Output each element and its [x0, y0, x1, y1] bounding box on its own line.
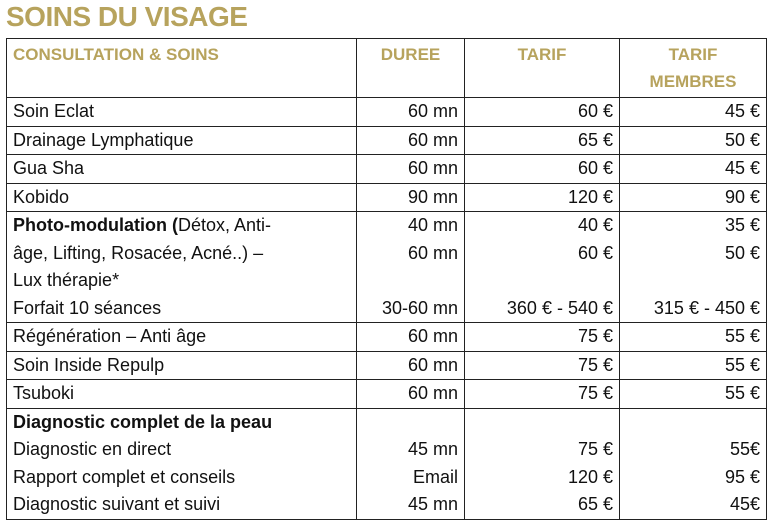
- member-price-value: 95 €: [724, 466, 760, 487]
- service-name-cell: [7, 183, 357, 212]
- price-cell: [465, 380, 620, 409]
- member-price-value: 55 €: [724, 383, 760, 403]
- price-cell: [465, 408, 620, 519]
- duration-value: 40 mn: [407, 215, 458, 235]
- duration-cell: [357, 323, 465, 352]
- service-name-detail: Détox, Anti-: [177, 215, 272, 235]
- service-name-cell: [7, 212, 357, 323]
- duration-value: [363, 409, 458, 437]
- table-row: [7, 323, 767, 352]
- duration-value: 60 mn: [407, 129, 458, 150]
- price-cell: [465, 183, 620, 212]
- member-price-cell: [620, 126, 767, 155]
- duration-cell: [357, 408, 465, 519]
- member-price-value: 55 €: [724, 326, 760, 346]
- price-value: 60 €: [577, 242, 613, 263]
- duration-value: 60 mn: [407, 326, 458, 346]
- service-name-value: Kobido: [13, 186, 70, 207]
- service-name-cell: [7, 98, 357, 127]
- header-duree: [357, 39, 465, 98]
- duration-value: 30-60 mn: [381, 297, 458, 318]
- service-name-cell: [7, 351, 357, 380]
- member-price-cell: [620, 212, 767, 323]
- service-name-bold: Photo-modulation (: [13, 215, 178, 235]
- service-name-value: Gua Sha: [13, 158, 85, 178]
- header-label: MEMBRES: [649, 72, 737, 91]
- service-name-value: Tsuboki: [13, 383, 75, 403]
- duration-cell: [357, 212, 465, 323]
- price-value: [471, 267, 613, 295]
- duration-value: Email: [412, 466, 458, 487]
- table-row: [7, 212, 767, 323]
- member-price-cell: [620, 380, 767, 409]
- service-name-cell: [7, 126, 357, 155]
- member-price-cell: [620, 323, 767, 352]
- price-value: 65 €: [577, 494, 613, 514]
- price-cell: [465, 212, 620, 323]
- duration-value: 45 mn: [407, 494, 458, 514]
- service-name-value: Forfait 10 séances: [13, 297, 162, 318]
- member-price-value: 50 €: [724, 129, 760, 150]
- member-price-value: 55 €: [724, 354, 760, 375]
- price-value: 75 €: [577, 439, 613, 459]
- service-name-cell: [7, 408, 357, 519]
- service-name-value: [13, 212, 350, 240]
- price-value: 60 €: [577, 101, 613, 121]
- price-cell: [465, 98, 620, 127]
- header-tarif: [465, 39, 620, 98]
- duration-cell: [357, 351, 465, 380]
- member-price-cell: [620, 155, 767, 184]
- member-price-value: 45 €: [724, 101, 760, 121]
- member-price-cell: [620, 351, 767, 380]
- member-price-value: 45 €: [724, 158, 760, 178]
- section-heading: Diagnostic complet de la peau: [13, 411, 273, 432]
- table-row: [7, 126, 767, 155]
- header-consultation: [7, 39, 357, 98]
- member-price-value: 55€: [729, 439, 760, 459]
- duration-cell: [357, 98, 465, 127]
- table-row: [7, 155, 767, 184]
- service-name-cell: [7, 323, 357, 352]
- service-name-value: Rapport complet et conseils: [13, 466, 236, 487]
- table-row: [7, 98, 767, 127]
- member-price-value: 45€: [729, 494, 760, 514]
- duration-value: 60 mn: [407, 383, 458, 403]
- service-name-cell: [7, 380, 357, 409]
- header-label: TARIF: [668, 45, 718, 64]
- table-body: [7, 98, 767, 520]
- header-row: [7, 39, 767, 98]
- duration-value: 60 mn: [407, 242, 458, 263]
- price-table: [6, 38, 767, 520]
- member-price-cell: [620, 183, 767, 212]
- duration-cell: [357, 126, 465, 155]
- member-price-cell: [620, 408, 767, 519]
- service-name-value: Diagnostic suivant et suivi: [13, 494, 221, 514]
- price-value: 120 €: [567, 186, 613, 207]
- header-label: DUREE: [380, 45, 441, 64]
- member-price-cell: [620, 98, 767, 127]
- duration-value: 60 mn: [407, 158, 458, 178]
- price-cell: [465, 126, 620, 155]
- table-row: [7, 183, 767, 212]
- member-price-value: [626, 409, 760, 437]
- service-name-value: âge, Lifting, Rosacée, Acné..) –: [13, 242, 264, 263]
- price-value: 40 €: [577, 215, 613, 235]
- member-price-value: 90 €: [724, 186, 760, 207]
- price-value: 75 €: [577, 326, 613, 346]
- member-price-value: 50 €: [724, 242, 760, 263]
- service-name-cell: [7, 155, 357, 184]
- service-name-value: Soin Inside Repulp: [13, 354, 165, 375]
- price-value: 60 €: [577, 158, 613, 178]
- price-cell: [465, 351, 620, 380]
- page-title: SOINS DU VISAGE: [6, 1, 248, 32]
- service-name-value: Drainage Lymphatique: [13, 129, 194, 150]
- member-price-value: 315 € - 450 €: [653, 297, 760, 318]
- header-label: TARIF: [517, 45, 567, 64]
- service-name-value: Lux thérapie*: [13, 270, 120, 290]
- duration-cell: [357, 380, 465, 409]
- price-cell: [465, 155, 620, 184]
- duration-value: 45 mn: [407, 439, 458, 459]
- price-value: 65 €: [577, 129, 613, 150]
- service-name-value: Diagnostic en direct: [13, 439, 172, 459]
- duration-value: 60 mn: [407, 354, 458, 375]
- price-value: [471, 409, 613, 437]
- duration-value: 90 mn: [407, 186, 458, 207]
- table-row: [7, 380, 767, 409]
- header-tarif-membres: [620, 39, 767, 98]
- service-name-value: Régénération – Anti âge: [13, 326, 207, 346]
- price-value: 120 €: [567, 466, 613, 487]
- duration-cell: [357, 155, 465, 184]
- header-label: CONSULTATION & SOINS: [13, 45, 219, 64]
- member-price-value: [626, 267, 760, 295]
- duration-value: 60 mn: [407, 101, 458, 121]
- table-row: [7, 351, 767, 380]
- member-price-value: 35 €: [724, 215, 760, 235]
- price-value: 75 €: [577, 383, 613, 403]
- table-row: [7, 408, 767, 519]
- service-name-value: Soin Eclat: [13, 101, 95, 121]
- price-value: 75 €: [577, 354, 613, 375]
- price-cell: [465, 323, 620, 352]
- duration-value: [363, 267, 458, 295]
- duration-cell: [357, 183, 465, 212]
- price-value: 360 € - 540 €: [506, 297, 613, 318]
